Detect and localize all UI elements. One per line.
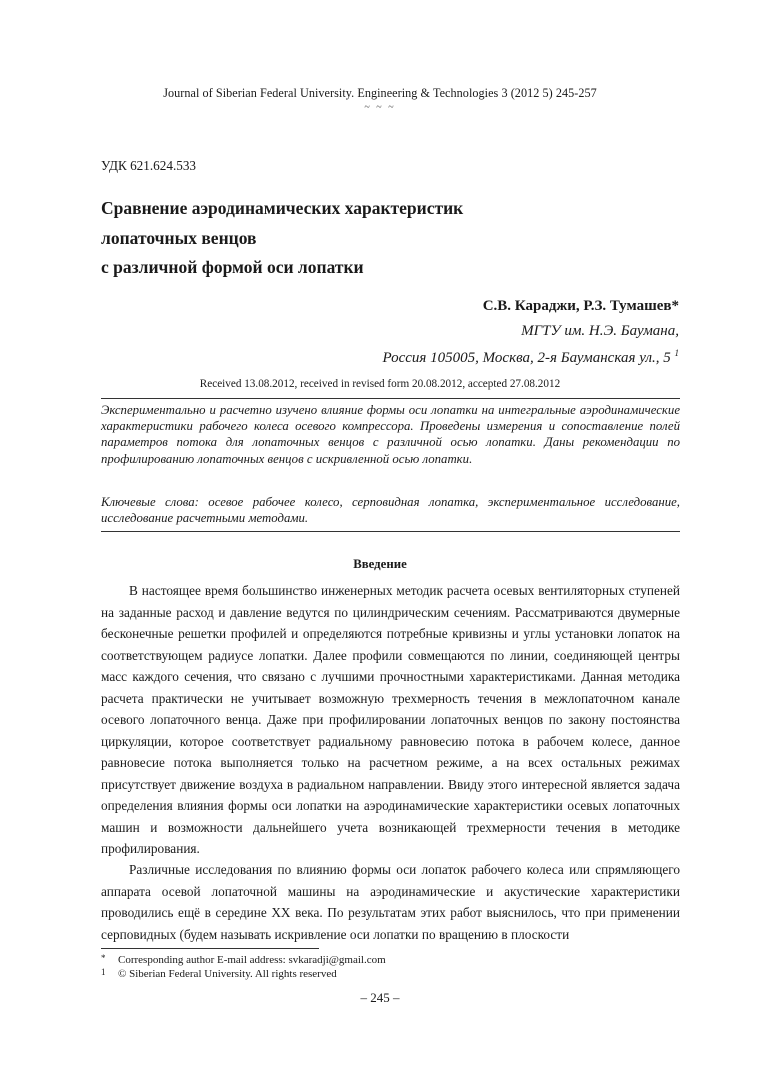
affiliation-address: Россия 105005, Москва, 2-я Бауманская ул., 5 (382, 350, 671, 366)
affiliation (382, 320, 679, 369)
abstract-bottom-rule (101, 531, 680, 532)
affiliation-line-2 (382, 342, 679, 369)
footnote-1-text: Corresponding author E-mail address: svkaradji@gmail.com (118, 954, 386, 966)
body-paragraph-1: В настоящее время большинство инженерных методик расчета осевых вентиляторных ступеней на заданные расход и давление ведутся по цилиндрическим сечениям. Рассматриваются двумерные бесконечные решетки профилей и определяются потребные кривизны и углы установки лопаток на соответствующем радиусе лопатки. Далее профили совмещаются по линии, соединяющей центры масс каждого сечения, что связано с лучшими прочностными характеристиками. Данная методика расчета практически не учитывает возможную трехмерность течения в межлопаточном канале осевого лопаточного венца. Даже при профилировании лопаточных венцов по закону постоянства циркуляции, которое соответствует радиальному равновесию потока в рабочем колесе, данное равновесие потока выполняется только на расчетном режиме, а на всех остальных режимах присутствует движение воздуха в радиальном направлении. Ввиду этого интересной является задача определения влияния формы оси лопатки на аэродинамические характеристики осевых лопаточных машин и возможности дальнейшего учета возникающей трехмерности течения в методике профилирования. (101, 583, 680, 856)
footnote-2 (101, 965, 337, 981)
affiliation-footnote-mark: 1 (674, 348, 679, 358)
footnote-1-mark: * (101, 953, 106, 963)
section-heading-introduction: Введение (353, 557, 407, 571)
udk-code: УДК 621.624.533 (101, 158, 197, 173)
title-line-1: Сравнение аэродинамических характеристик (101, 198, 464, 218)
keywords: Ключевые слова: осевое рабочее колесо, серповидная лопатка, экспериментальное исследование, исследование расчетными методами. (101, 495, 680, 526)
footnote-2-mark: 1 (101, 967, 106, 977)
received-dates: Received 13.08.2012, received in revised form 20.08.2012, accepted 27.08.2012 (199, 378, 561, 390)
title-line-2: лопаточных венцов (101, 227, 257, 248)
footnote-2-text: © Siberian Federal University. All rights reserved (118, 968, 337, 980)
abstract: Экспериментально и расчетно изучено влияние формы оси лопатки на интегральные аэродинамические характеристики рабочего колеса осевого компрессора. Проведены измерения и сопоставление полей параметров потока для лопаточных венцов с различной осью лопатки. Даны рекомендации по профилированию лопаточных венцов с искривленной осью лопатки. (101, 403, 680, 466)
paper-title (101, 194, 661, 283)
body-paragraph-2: Различные исследования по влиянию формы оси лопаток рабочего колеса или спрямляющего аппарата осевой лопаточной машины на аэродинамические и акустические характеристики проводились ещё в середине XX века. По результатам этих работ выяснилось, что при применении серповидных (будем называть искривление оси лопатки по вращению в плоскости (101, 862, 680, 942)
journal-header: Journal of Siberian Federal University. Engineering & Technologies 3 (2012 5) 245-257 (163, 86, 597, 100)
footnote-rule (101, 948, 319, 949)
authors: С.В. Караджи, Р.З. Тумашев* (482, 298, 679, 314)
abstract-top-rule (101, 398, 680, 399)
header-ornament: ~ ~ ~ (364, 102, 396, 113)
page-number: – 245 – (360, 990, 400, 1005)
title-line-3: с различной формой оси лопатки (101, 257, 364, 277)
affiliation-line-1: МГТУ им. Н.Э. Баумана, (521, 323, 679, 339)
